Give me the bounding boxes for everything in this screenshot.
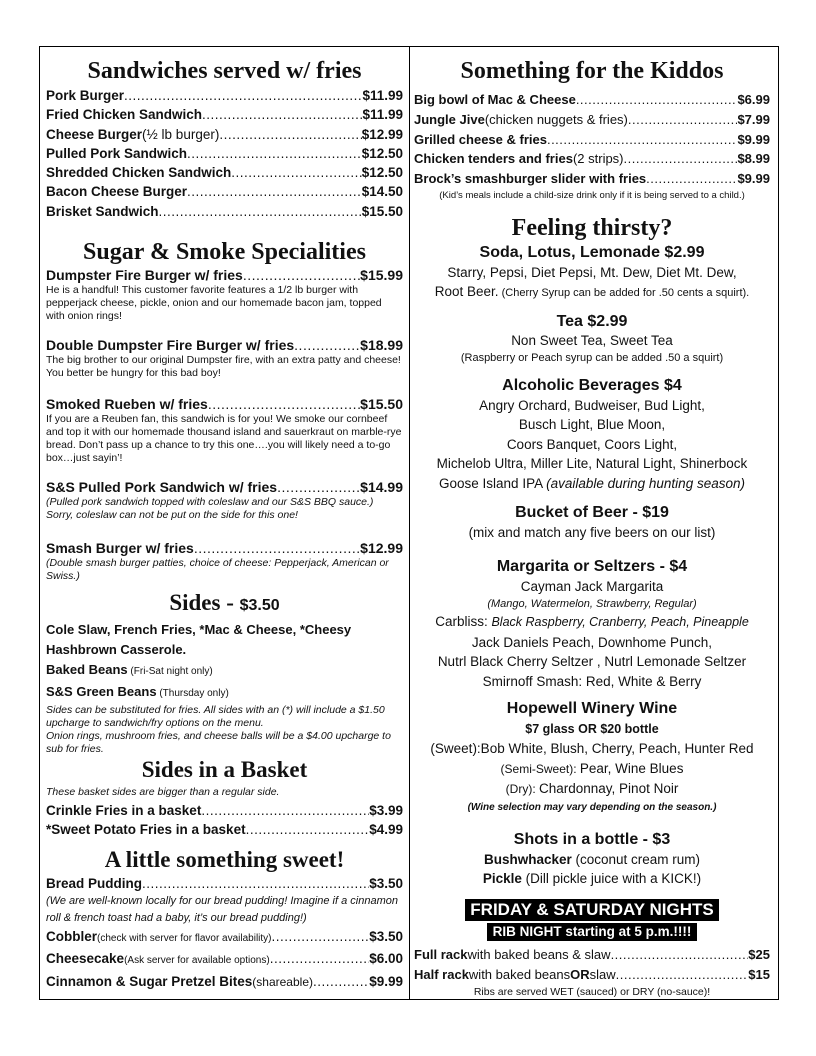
wine-semi: (Semi-Sweet): Pear, Wine Blues: [500, 760, 684, 776]
kids-item: Chicken tenders and fries (2 strips) ..... $8.99: [414, 149, 770, 169]
wine-price: $7 glass OR $20 bottle: [525, 722, 659, 737]
shot-item: Bushwhacker (coconut cream rum): [483, 851, 701, 867]
wine-header: Hopewell Winery Wine: [506, 700, 678, 718]
sides-note: Sides can be substituted for fries. All sides with an (*) will include a $1.50 upcharge to sandwich/fry options on the menu.: [46, 704, 385, 730]
sides-line: Hashbrown Casserole.: [46, 642, 187, 658]
rib-night-sub-banner: RIB NIGHT starting at 5 p.m.!!!!: [487, 923, 698, 941]
special-description: If you are a Reuben fan, this sandwich is for you! We smoke our cornbeef and top it with our homemade thousand island and sauerkraut on marble-rye bread. Don’t pass up a chance to try this one….you will likely need a to-go box…just sayin’!: [46, 413, 402, 465]
rib-item: Half rack with baked beans OR slaw ..... $15: [414, 965, 770, 985]
shot-item: Pickle (Dill pickle juice with a KICK!): [482, 871, 702, 887]
basket-title: Sides in a Basket: [141, 757, 308, 783]
sides-title: Sides - $3.50: [169, 590, 280, 616]
sweet-item: Bread Pudding ..... $3.50: [46, 874, 403, 893]
baked-beans: Baked Beans (Fri-Sat night only): [46, 662, 213, 678]
wine-note: (Wine selection may vary depending on the season.): [467, 801, 717, 813]
special-description: The big brother to our original Dumpster fire, with an extra patty and cheese! You better be hungry for this bad boy!: [46, 354, 401, 380]
rib-note: Ribs are served WET (sauced) or DRY (no-sauce)!: [473, 985, 711, 998]
seltzer-line: Smirnoff Smash: Red, White & Berry: [482, 673, 702, 689]
sandwich-item: Fried Chicken Sandwich ..... $11.99: [46, 105, 403, 124]
sandwich-item: Pulled Pork Sandwich ..... $12.50: [46, 144, 403, 163]
rib-night-banner: FRIDAY & SATURDAY NIGHTS: [465, 899, 718, 921]
kids-item: Brock’s smashburger slider with fries ..... $9.99: [414, 169, 770, 189]
kiddos-title: Something for the Kiddos: [460, 58, 724, 84]
alcohol-line: Coors Banquet, Coors Light,: [506, 436, 678, 452]
special-item: Smash Burger w/ fries ..... $12.99 (Double smash burger patties, choice of cheese: Pepperjack, American or Swiss.): [46, 540, 403, 583]
column-divider: [409, 46, 410, 1000]
sandwich-item: Brisket Sandwich ..... $15.50: [46, 202, 403, 221]
special-description: (Pulled pork sandwich topped with coleslaw and our S&S BBQ sauce.) Sorry, coleslaw can not be put on the side for this one!: [46, 496, 374, 522]
alcohol-header: Alcoholic Beverages $4: [502, 376, 682, 394]
margarita-flavors: (Mango, Watermelon, Strawberry, Regular): [487, 598, 697, 611]
kids-item: Grilled cheese & fries ..... $9.99: [414, 130, 770, 150]
carbliss-line: Carbliss: Black Raspberry, Cranberry, Peach, Pineapple: [435, 614, 749, 630]
soda-header: Soda, Lotus, Lemonade $2.99: [479, 243, 705, 261]
sandwich-item: Bacon Cheese Burger ..... $14.50: [46, 182, 403, 201]
alcohol-line: Goose Island IPA (available during hunting season): [439, 475, 745, 491]
right-column: [414, 46, 770, 999]
tea-note: (Raspberry or Peach syrup can be added .50 a squirt): [460, 351, 724, 364]
wine-sweet: (Sweet):Bob White, Blush, Cherry, Peach, Hunter Red: [430, 741, 754, 757]
tea-header: Tea $2.99: [556, 312, 628, 330]
seltzer-line: Jack Daniels Peach, Downhome Punch,: [471, 634, 713, 650]
wine-dry: (Dry): Chardonnay, Pinot Noir: [505, 781, 679, 797]
left-column: [46, 46, 403, 993]
shots-header: Shots in a bottle - $3: [513, 830, 671, 848]
seltzer-line: Nutrl Black Cherry Seltzer , Nutrl Lemonade Seltzer: [437, 654, 747, 670]
sandwiches-title: Sandwiches served w/ fries: [87, 58, 362, 84]
basket-note: These basket sides are bigger than a regular side.: [46, 786, 280, 799]
sweet-title: A little something sweet!: [104, 846, 345, 872]
soda-line: Starry, Pepsi, Diet Pepsi, Mt. Dew, Diet Mt. Dew,: [447, 264, 737, 280]
sweet-item: Cheesecake (Ask server for available options) ..... $6.00: [46, 948, 403, 972]
margarita-line: Cayman Jack Margarita: [520, 578, 664, 594]
special-description: He is a handful! This customer favorite features a 1/2 lb burger with pepperjack cheese, pickle, onion and our homemade bacon jam, topped with onion rings!: [46, 284, 382, 323]
sweet-item: Cobbler (check with server for flavor availability) ..... $3.50: [46, 927, 403, 948]
basket-item: *Sweet Potato Fries in a basket ..... $4.99: [46, 820, 403, 839]
sides-note: Onion rings, mushroom fries, and cheese balls will be a $4.00 upcharge to sub for fries.: [46, 730, 391, 756]
basket-item: Crinkle Fries in a basket ..... $3.99: [46, 801, 403, 820]
sandwich-item: Shredded Chicken Sandwich ..... $12.50: [46, 163, 403, 182]
soda-line: Root Beer. (Cherry Syrup can be added for .50 cents a squirt).: [434, 284, 750, 300]
thirsty-title: Feeling thirsty?: [511, 214, 673, 241]
sandwich-item: Pork Burger ..... $11.99: [46, 86, 403, 105]
bread-pudding-description: (We are well-known locally for our bread pudding! Imagine if a cinnamon roll & french toast had a baby, it’s our bread pudding!): [46, 894, 398, 924]
sides-line: Cole Slaw, French Fries, *Mac & Cheese, *Cheesy: [46, 622, 352, 638]
sandwiches-list: [46, 86, 403, 221]
special-item: Double Dumpster Fire Burger w/ fries ..... $18.99 The big brother to our original Dumpster fire, with an extra patty and cheese! You better be hungry for this bad boy!: [46, 337, 403, 380]
sweet-item: Cinnamon & Sugar Pretzel Bites (shareable) ..... $9.99: [46, 972, 403, 992]
alcohol-line: Angry Orchard, Budweiser, Bud Light,: [479, 397, 705, 413]
specialities-title: Sugar & Smoke Specialities: [83, 239, 366, 266]
special-item: Dumpster Fire Burger w/ fries ..... $15.99 He is a handful! This customer favorite features a 1/2 lb burger with pepperjack cheese, pickle, onion and our homemade bacon jam, topped with onion rings!: [46, 267, 403, 323]
alcohol-line: Michelob Ultra, Miller Lite, Natural Light, Shinerbock: [436, 456, 748, 472]
tea-line: Non Sweet Tea, Sweet Tea: [511, 332, 673, 348]
kids-note: (Kid’s meals include a child-size drink only if it is being served to a child.): [439, 189, 745, 201]
special-description: (Double smash burger patties, choice of cheese: Pepperjack, American or Swiss.): [46, 557, 389, 583]
alcohol-line: Busch Light, Blue Moon,: [518, 417, 666, 433]
kids-item: Jungle Jive (chicken nuggets & fries) ..... $7.99: [414, 110, 770, 130]
margarita-header: Margarita or Seltzers - $4: [496, 557, 688, 575]
kids-item: Big bowl of Mac & Cheese ..... $6.99: [414, 90, 770, 110]
bucket-line: (mix and match any five beers on our list): [468, 525, 716, 541]
sandwich-item: Cheese Burger (½ lb burger) ..... $12.99: [46, 125, 403, 144]
special-item: S&S Pulled Pork Sandwich w/ fries ..... $14.99 (Pulled pork sandwich topped with coleslaw and our S&S BBQ sauce.) Sorry, coleslaw can not be put on the side for this one!: [46, 479, 403, 522]
special-item: Smoked Rueben w/ fries ..... $15.50 If you are a Reuben fan, this sandwich is for you! We smoke our cornbeef and top it with our homemade thousand island and sauerkraut on marble-rye bread. Don’t pass up a chance to try this one….you will likely need a to-go box…just sayin’!: [46, 396, 403, 465]
bucket-header: Bucket of Beer - $19: [515, 504, 669, 522]
rib-item: Full rack with baked beans & slaw ..... $25: [414, 945, 770, 965]
green-beans: S&S Green Beans (Thursday only): [46, 684, 229, 700]
